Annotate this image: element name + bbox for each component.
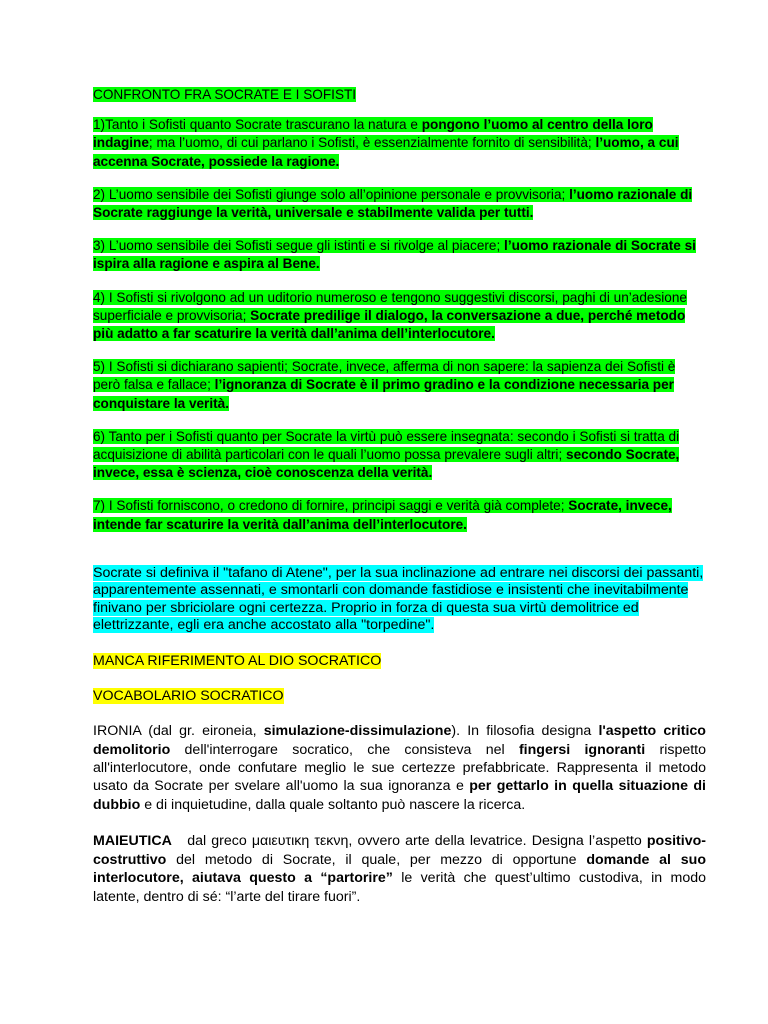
ironia-text-1: IRONIA (dal gr. eironeia, [93,723,264,740]
point-1-bold-b: l’uomo, a cui accenna Socrate, possiede la ragione. [93,135,679,169]
point-3-bold: l’uomo razionale di Socrate si ispira alla ragione e aspira al Bene. [93,238,696,272]
tafano-text: Socrate si definiva il "tafano di Atene", per la sua inclinazione ad entrare nei discorsi dei passanti, apparentemente assennati, e smontarli con domande fastidiose e insistenti che inevitabilmente finivano per sbriciolare ogni certezza. Proprio in forza di questa sua virtù demolitrice ed elettrizzante, egli era anche accostato alla "torpedine". [93,564,704,634]
vocabolario-heading [93,687,706,705]
point-5 [93,358,706,413]
maieutica-bold-2: positivo-costruttivo [93,833,706,868]
maieutica-text-3: le verità che quest’ultimo custodiva, in modo latente, dentro di sé: “l’arte del tirare fuori”. [93,870,706,905]
ironia-bold-2: l'aspetto critico demolitorio [93,723,706,758]
point-6-bold: secondo Socrate, invece, essa è scienza, cioè conoscenza della verità. [93,447,680,481]
point-2 [93,186,706,222]
maieutica-bold-1: MAIEUTICA [93,833,172,850]
maieutica-bold-3: domande al suo interlocutore, aiutava questo a “partorire” [93,851,707,887]
point-4 [93,289,706,344]
point-4-bold: Socrate predilige il dialogo, la conversazione a due, perché metodo più adatto a far scaturire la verità dall’anima dell’interlocutore. [93,307,686,342]
point-1-bold-a: pongono l’uomo al centro della loro indagine [93,117,653,151]
ironia-bold-1: simulazione-dissimulazione [263,723,452,740]
point-7 [93,497,706,533]
point-5-text: 5) I Sofisti si dichiarano sapienti; Socrate, invece, afferma di non sapere: la sapienza dei Sofisti è però falsa e fallace; [93,359,676,393]
ironia-bold-3: fingersi ignoranti [518,741,646,758]
maieutica-paragraph [93,832,706,906]
point-1-mid: ; ma l’uomo, di cui parlano i Sofisti, è essenzialmente fornito di sensibilità; [148,135,596,151]
point-2-text: 2) L’uomo sensibile dei Sofisti giunge solo all’opinione personale e provvisoria; [93,186,570,202]
ironia-bold-4: per gettarlo in quella situazione di dubbio [93,778,706,813]
maieutica-text-1: dal greco μαιευτικη τεκνη, ovvero arte della levatrice. Designa l’aspetto [171,833,647,850]
vocabolario-text: VOCABOLARIO SOCRATICO [93,688,284,705]
manca-heading [93,652,706,670]
title-text: CONFRONTO FRA SOCRATE E I SOFISTI [93,87,357,102]
ironia-text-4: rispetto all'interlocutore, onde confutare meglio le sue certezze prefabbricate. Rappresenta il metodo usato da Socrate per svelare all'uomo la sua ignoranza e [93,741,707,795]
point-3 [93,237,706,273]
point-1-text: 1)Tanto i Sofisti quanto Socrate trascurano la natura e [93,117,422,133]
document-title [93,86,706,104]
point-5-bold: l’ignoranza di Socrate è il primo gradino e la condizione necessaria per conquistare la verità. [93,377,674,411]
point-6 [93,428,706,483]
point-7-bold: Socrate, invece, intende far scaturire la verità dall’anima dell’interlocutore. [93,498,672,532]
point-7-text: 7) I Sofisti forniscono, o credono di fornire, principi saggi e verità già complete; [93,498,569,514]
point-2-bold: l’uomo razionale di Socrate raggiunge la verità, universale e stabilmente valida per tutti. [93,186,693,221]
tafano-paragraph [93,565,706,635]
point-1 [93,116,706,171]
point-4-text: 4) I Sofisti si rivolgono ad un uditorio numeroso e tengono suggestivi discorsi, paghi di un’adesione superficiale e provvisoria; [93,289,687,323]
maieutica-text-2: del metodo di Socrate, il quale, per mezzo di opportune [166,851,587,868]
manca-text: MANCA RIFERIMENTO AL DIO SOCRATICO [93,652,382,669]
point-3-text: 3) L’uomo sensibile dei Sofisti segue gli istinti e si rivolge al piacere; [93,238,505,254]
ironia-paragraph [93,722,706,814]
point-6-text: 6) Tanto per i Sofisti quanto per Socrate la virtù può essere insegnata: secondo i Sofisti si tratta di acquisizione di abilità particolari con le quali l’uomo possa prevalere sugli altri; [93,428,680,463]
ironia-text-3: dell'interrogare socratico, che consisteva nel [170,741,519,758]
ironia-text-5: e di inquietudine, dalla quale soltanto può nascere la ricerca. [140,796,526,813]
ironia-text-2: ). In filosofia designa [451,723,599,740]
